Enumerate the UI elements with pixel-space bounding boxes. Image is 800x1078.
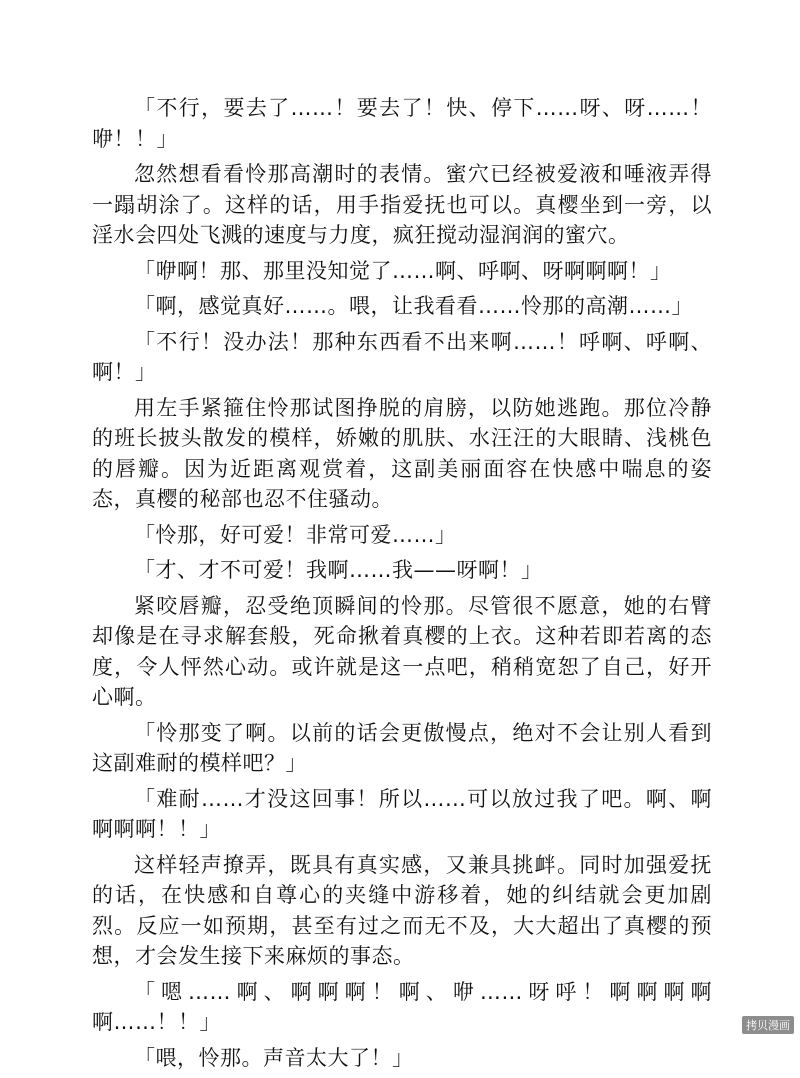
paragraph: 「不行，要去了……！要去了！快、停下……呀、呀……！咿！！」 [92, 96, 712, 151]
paragraph: 「才、才不可爱！我啊……我——呀啊！」 [134, 558, 543, 582]
paragraph: 忽然想看看怜那高潮时的表情。蜜穴已经被爱液和唾液弄得一蹋胡涂了。这样的话，用手指爱抚也可以。真樱坐到一旁，以淫水会四处飞溅的速度与力度，疯狂搅动湿润润的蜜穴。 [92, 162, 712, 247]
paragraph: 「咿啊！那、那里没知觉了……啊、呼啊、呀啊啊啊！」 [134, 258, 672, 283]
paragraph: 「难耐……才没这回事！所以……可以放过我了吧。啊、啊啊啊啊！！」 [92, 786, 712, 841]
paragraph: 「不行！没办法！那种东西看不出来啊……！呼啊、呼啊、啊！」 [92, 329, 712, 384]
novel-page [92, 93, 712, 1078]
paragraph: 紧咬唇瓣，忍受绝顶瞬间的怜那。尽管很不愿意，她的右臂却像是在寻求解套般，死命揪着真樱的上衣。这种若即若离的态度，令人怦然心动。或许就是这一点吧，稍稍宽恕了自己，好开心啊。 [92, 593, 712, 709]
paragraph: 「啊，感觉真好……。喂，让我看看……怜那的高潮……」 [134, 294, 693, 318]
paragraph: 「怜那变了啊。以前的话会更傲慢点，绝对不会让别人看到这副难耐的模样吧？」 [92, 720, 712, 775]
watermark-label: 拷贝漫画 [742, 1016, 794, 1034]
paragraph: 用左手紧箍住怜那试图挣脱的肩膀，以防她逃跑。那位冷静的班长披头散发的模样，娇嫩的肌肤、水汪汪的大眼睛、浅桃色的唇瓣。因为近距离观赏着，这副美丽面容在快感中喘息的姿态，真樱的秘部也忍不住骚动。 [92, 395, 712, 511]
paragraph: 这样轻声撩弄，既具有真实感，又兼具挑衅。同时加强爱抚的话，在快感和自尊心的夹缝中游移着，她的纠结就会更加剧烈。反应一如预期，甚至有过之而无不及，大大超出了真樱的预想，才会发生接下来麻烦的事态。 [92, 852, 712, 968]
paragraph: 「嗯……啊、啊啊啊！啊、咿……呀呼！啊啊啊啊啊……！！」 [92, 979, 712, 1034]
paragraph: 「怜那，好可爱！非常可爱……」 [134, 522, 457, 547]
paragraph: 「喂，怜那。声音太大了！」 [134, 1045, 414, 1070]
